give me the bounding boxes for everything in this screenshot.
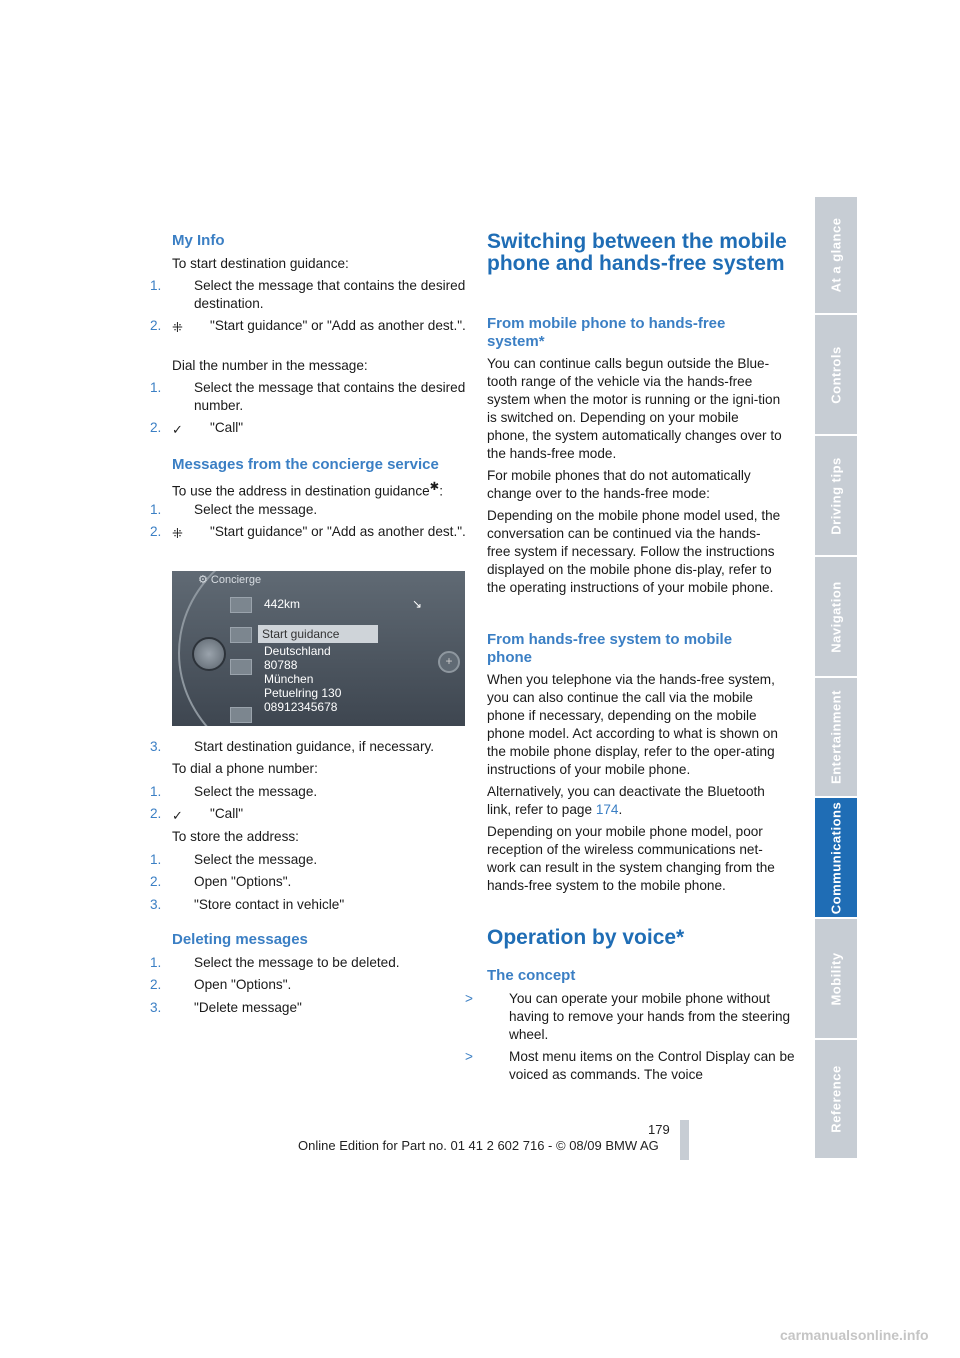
tab-label: Entertainment	[828, 690, 844, 784]
screen-line: 80788	[264, 658, 298, 672]
paragraph	[172, 478, 467, 501]
tab-entertainment[interactable]	[815, 678, 857, 798]
paragraph-text: .	[618, 802, 623, 817]
list-item: 2. ⁜ "Start guidance" or "Add as another dest.".	[150, 524, 466, 541]
list-item-text: "Store contact in vehicle"	[194, 897, 345, 912]
tab-communications[interactable]	[815, 798, 857, 919]
list-item-text: "Start guidance" or "Add as another dest.".	[210, 318, 466, 333]
menu-icon	[230, 707, 252, 723]
list-item-text: Select the message.	[194, 784, 318, 799]
paragraph-text: :	[439, 483, 443, 499]
navigation-icon: ⁜	[172, 526, 183, 541]
list-item-text: Select the message that contains the desired destination.	[194, 278, 466, 311]
section-title-deleting-messages: Deleting messages	[172, 931, 308, 948]
bullet-arrow-icon: >	[465, 991, 473, 1006]
tab-reference[interactable]	[815, 1040, 857, 1160]
list-item: 2. ✓ "Call"	[150, 806, 244, 823]
screen-line: Petuelring 130	[264, 686, 342, 700]
list-item: 2. ⁜ "Start guidance" or "Add as another dest.".	[150, 318, 466, 335]
screen-line: Deutschland	[264, 644, 331, 658]
watermark: carmanualsonline.info	[780, 1327, 929, 1343]
bullet-item	[465, 990, 804, 1044]
tab-label: Controls	[828, 345, 844, 404]
plus-icon: +	[438, 651, 460, 673]
subsection-title-handsfree-to-mobile: From hands-free system to mobile phone	[487, 631, 733, 666]
screen-line: München	[264, 672, 314, 686]
tab-mobility[interactable]	[815, 919, 857, 1040]
tab-driving-tips[interactable]	[815, 436, 857, 557]
list-item: 1. Select the message.	[150, 502, 318, 517]
list-item: 1. Select the message to be deleted.	[150, 955, 400, 970]
list-item: 2. Open "Options".	[150, 977, 292, 992]
screen-title	[198, 573, 438, 588]
tab-label: Driving tips	[828, 456, 844, 535]
tab-at-a-glance[interactable]	[815, 197, 857, 315]
list-item: 2. Open "Options".	[150, 874, 292, 889]
page-link[interactable]: 174	[595, 802, 619, 817]
paragraph-text: To use the address in destination guidance	[172, 483, 430, 499]
concierge-icon: ⚙	[198, 574, 211, 586]
navigation-icon: ⁜	[172, 320, 183, 335]
list-item-text: Open "Options".	[194, 977, 292, 992]
subsection-title-mobile-to-handsfree: From mobile phone to hands-free system*	[487, 315, 726, 350]
control-display-screenshot	[172, 571, 465, 726]
list-item-text: Select the message.	[194, 502, 318, 517]
screen-line: 08912345678	[264, 700, 338, 714]
arrow-icon: ↘	[412, 597, 423, 611]
list-item: 3. "Store contact in vehicle"	[150, 897, 345, 912]
list-item: 2. ✓ "Call"	[150, 420, 244, 437]
paragraph: When you telephone via the hands-free system, you can also continue the call via the mobile phone if necessary, depending on the mobile phone model. Act according to what is shown on the mobile phone display, refer to the oper-ating instructions of your mobile phone.	[487, 672, 778, 777]
tab-controls[interactable]	[815, 315, 857, 436]
tab-label: At a glance	[828, 217, 844, 293]
list-item: 1. Select the message that contains the desired number.	[150, 380, 466, 413]
paragraph: Depending on the mobile phone model used, the conversation can be continued via the hands-free system if necessary. Follow the instructions displayed on the mobile phone dis-play, refer to the operating instructions of your mobile phone.	[487, 508, 781, 595]
list-item-text: Select the message that contains the desired number.	[194, 380, 466, 413]
list-item-text: "Start guidance" or "Add as another dest.".	[210, 524, 466, 539]
list-item-text: "Delete message"	[194, 1000, 302, 1015]
screen-highlight-start-guidance: Start guidance	[258, 625, 378, 643]
navigation-icon	[230, 627, 252, 643]
section-title-my-info: My Info	[172, 232, 225, 249]
subsection-title-the-concept: The concept	[487, 967, 576, 984]
tab-label: Navigation	[828, 580, 844, 653]
bullet-item	[465, 1048, 804, 1084]
paragraph: To store the address:	[172, 829, 299, 844]
bullet-text: Most menu items on the Control Display can be voiced as commands. The voice	[509, 1049, 795, 1082]
page-marker-bar	[680, 1120, 689, 1160]
list-item: 1. Select the message that contains the desired destination.	[150, 278, 466, 311]
tab-label: Communications	[828, 801, 844, 914]
list-item: 3. Start destination guidance, if necessary.	[150, 739, 435, 754]
phone-icon: ✓	[172, 422, 183, 437]
bullet-text: You can operate your mobile phone without having to remove your hands from the steering wheel.	[509, 991, 791, 1042]
bullet-arrow-icon: >	[465, 1049, 473, 1064]
list-item-text: Open "Options".	[194, 874, 292, 889]
paragraph: To dial a phone number:	[172, 761, 318, 776]
list-item: 3. "Delete message"	[150, 1000, 302, 1015]
section-title-concierge: Messages from the concierge service	[172, 456, 439, 473]
tab-label: Reference	[828, 1065, 844, 1133]
paragraph: Dial the number in the message:	[172, 358, 368, 373]
footer-text: Online Edition for Part no. 01 41 2 602 716 - © 08/09 BMW AG	[298, 1138, 659, 1153]
list-item-text: Select the message to be deleted.	[194, 955, 400, 970]
controller-knob-icon	[192, 637, 226, 671]
paragraph: For mobile phones that do not automatically change over to the hands-free mode:	[487, 468, 751, 501]
list-item-text: "Call"	[210, 806, 244, 821]
phone-icon	[230, 659, 252, 675]
screen-distance: 442km	[264, 597, 301, 611]
section-title-operation-by-voice: Operation by voice*	[487, 926, 685, 949]
list-item-text: Start destination guidance, if necessary.	[194, 739, 435, 754]
paragraph	[487, 783, 782, 819]
paragraph: Depending on your mobile phone model, poor reception of the wireless communications net-work can result in the system changing from the hands-free system to the mobile phone.	[487, 824, 775, 893]
screen-title-text: Concierge	[210, 574, 262, 586]
asterisk-icon: ✱	[429, 481, 440, 493]
section-title-switching: Switching between the mobile phone and hands-free system	[487, 230, 787, 275]
menu-icon	[230, 597, 252, 613]
paragraph-text: Alternatively, you can deactivate the Bluetooth link, refer to page	[487, 784, 765, 817]
phone-icon: ✓	[172, 808, 183, 823]
list-item-text: "Call"	[210, 420, 244, 435]
tab-label: Mobility	[828, 951, 844, 1006]
paragraph: To start destination guidance:	[172, 256, 349, 271]
list-item: 1. Select the message.	[150, 784, 318, 799]
list-item-text: Select the message.	[194, 852, 318, 867]
list-item: 1. Select the message.	[150, 852, 318, 867]
paragraph: You can continue calls begun outside the Blue-tooth range of the vehicle via the hands-free system when the motor is running or the igni-tion is switched on. Depending on your mobile phone, the system automatically changes over to the hands-free mode.	[487, 356, 782, 461]
page-number: 179	[648, 1122, 670, 1137]
tab-navigation[interactable]	[815, 557, 857, 678]
chapter-tabs	[815, 197, 857, 1160]
